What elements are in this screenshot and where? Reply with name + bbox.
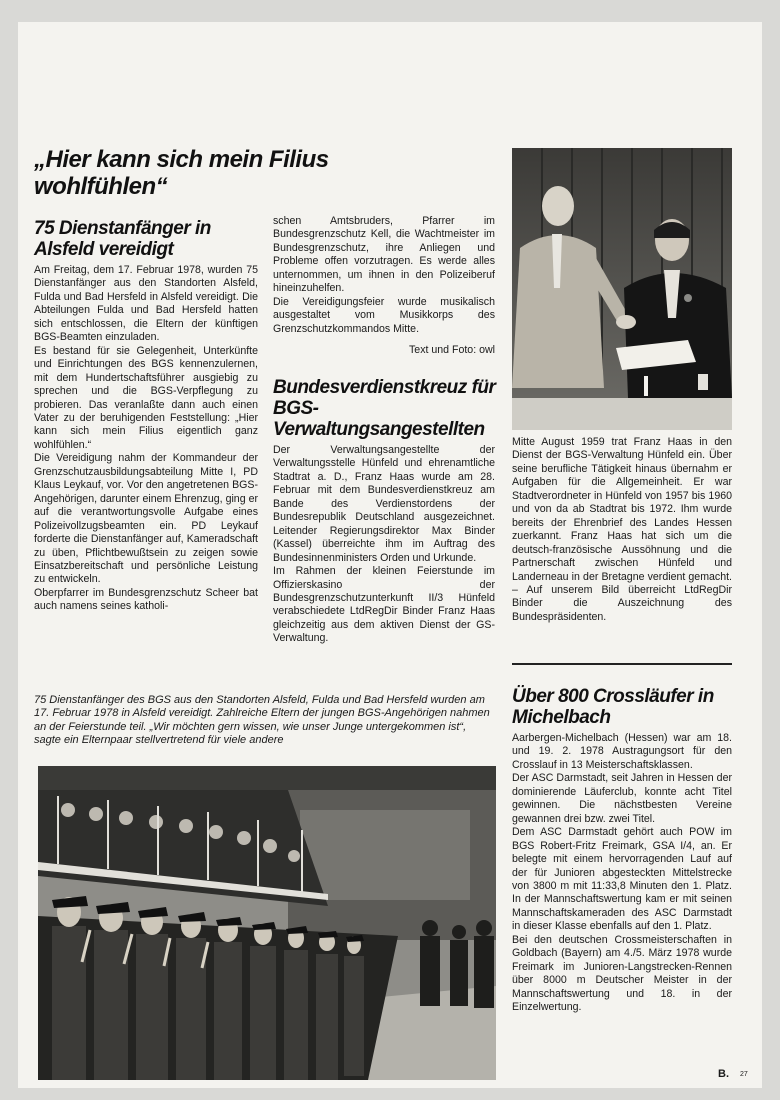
article2-col2-text: Der Verwaltungsangestellte der Verwaltungsstelle Hünfeld und ehrenamtliche Stadtrat a. D., Franz Haas wurde am 28. Februar mit dem Bundesverdienstkreuz am Bande des Verdienstordens der Bundesrepublik Deutschland ausgezeichnet. Leitender Regierungsdirektor Max Binder (Kassel) überreichte ihm im Auftrag des Bundesinnenministers Orden und Urkunde. Im Rahmen der kleinen Feierstunde im Offizierskasino der Bundesgrenzschutzunterkunft II/3 Hünfeld verabschiedete LtdRegDir Binder Franz Haas gleichzeitig aus dem aktiven Dienst der GS-Verwaltung. [273,444,495,645]
ceremony-photo-image [38,766,496,1080]
article3-headline: Über 800 Crossläufer in Michelbach [512,686,714,728]
section-divider [512,663,732,665]
article1-col2-text: schen Amtsbruders, Pfarrer im Bundesgrenzschutz Kell, die Wachtmeister im Bundesgrenzschutz, ihre Anliegen und Probleme offen vorzutragen. Es werde alles unternommen, um ihnen in den Polizeiberuf hineinzuhelfen. Die Vereidigungsfeier wurde musikalisch ausgestaltet vom Musikkorps des Grenzschutzkommandos Mitte. [273,215,495,335]
article3-text: Aarbergen-Michelbach (Hessen) war am 18. und 19. 2. 1978 Austragungsort für den Crosslauf in 13 Meisterschaftsklassen. Der ASC Darmstadt, seit Jahren in Hessen der dominierende Läuferclub, konnte acht Titel gewinnen. Die nächstbesten Vereine gewannen drei bzw. zwei Titel. Dem ASC Darmstadt gehört auch POW im BGS Robert-Fritz Freimark, GSA I/4, an. Er belegte mit einem hervorragenden Lauf auf der für Junioren abgesteckten Mittelstrecke von 3800 m mit 11:33,8 Minuten den 1. Platz. In der Mannschaftswertung kam er mit seinen Mannschaftskameraden des ASC Darmstadt in dieser Klasse ebenfalls auf den 1. Platz. Bei den deutschen Crossmeisterschaften in Goldbach (Bayern) am 4./5. März 1978 wurde Freimark im Junioren-Langstrecken-Rennen über 8000 m Deutscher Meister in der Mannschaftswertung und 18. in der Einzelwertung. [512,732,732,1014]
article1-col1-text: Am Freitag, dem 17. Februar 1978, wurden 75 Dienstanfänger aus den Standorten Alsfeld, Fulda und Bad Hersfeld in Alsfeld vereidigt. Die Abteilungen Fulda und Bad Hersfeld hatten sich entschlossen, die Eltern der künftigen BGS-Beamten einzuladen. Es bestand für sie Gelegenheit, Unterkünfte und Einrichtungen des BGS kennenzulernen, mit dem Hundertschaftsführer ausgiebig zu sprechen und die BGS-Verpflegung zu probieren. Das veranlaßte dann auch einen Vater zu der beruhigenden Feststellung: „Hier kann sich mein Filius eigentlich ganz wohlfühlen.“ Die Vereidigung nahm der Kommandeur der Grenzschutzausbildungsabteilung Mitte I, PD Klaus Leykauf, vor. Vor den angetretenen BGS-Angehörigen, darunter einem Ehrenzug, ging er auf die verantwortungsvolle Aufgabe eines Polizeivollzugsbeamten ein. PD Leykauf forderte die Dienstanfänger auf, Kameradschaft zu üben, Pflichtbewußtsein zu zeigen sowie Einsatzbereitschaft und persönliche Leistung zu entwickeln. Oberpfarrer im Bundesgrenzschutz Scheer bat auch namens seines katholi- [34,264,258,613]
photo-caption: 75 Dienstanfänger des BGS aus den Standorten Alsfeld, Fulda und Bad Hersfeld wurden am 17. Februar 1978 in Alsfeld vereidigt. Zahlreiche Eltern der jungen BGS-Angehörigen nahmen an der Feierstunde teil. „Wir möchten gern wissen, wie unser Junge untergekommen ist“, sagte ein Elternpaar stellvertretend für viele andere [34,694,490,747]
article1-headline: 75 Dienstanfänger in Alsfeld vereidigt [34,218,211,260]
article1-credit: Text und Foto: owl [409,344,495,356]
page-marker: B. [718,1068,729,1080]
award-photo [512,148,732,430]
article2-headline: Bundesverdienstkreuz für BGS-Verwaltungsangestellten [273,377,496,440]
article2-col3-text: Mitte August 1959 trat Franz Haas in den Dienst der BGS-Verwaltung Hünfeld ein. Über seine berufliche Tätigkeit hinaus übernahm er Aufgaben für die Allgemeinheit. Er war Stadtverordneter in Hünfeld von 1957 bis 1960 und von da ab Stadtrat bis 1972. Ihm wurde bereits der Ehrenbrief des Landes Hessen zuerkannt. Franz Haas hat sich um die deutsch-französische Aussöhnung und die Partnerschaft zwischen Hünfeld und Landerneau in der Bretagne verdient gemacht. – Auf unserem Bild überreicht LtdRegDir Binder die Auszeichnung des Bundespräsidenten. [512,436,732,623]
ceremony-photo [38,766,496,1080]
magazine-page [18,22,762,1088]
page-number: 27 [740,1071,748,1078]
main-headline: „Hier kann sich mein Filius wohlfühlen“ [34,146,329,200]
award-photo-image [512,148,732,430]
